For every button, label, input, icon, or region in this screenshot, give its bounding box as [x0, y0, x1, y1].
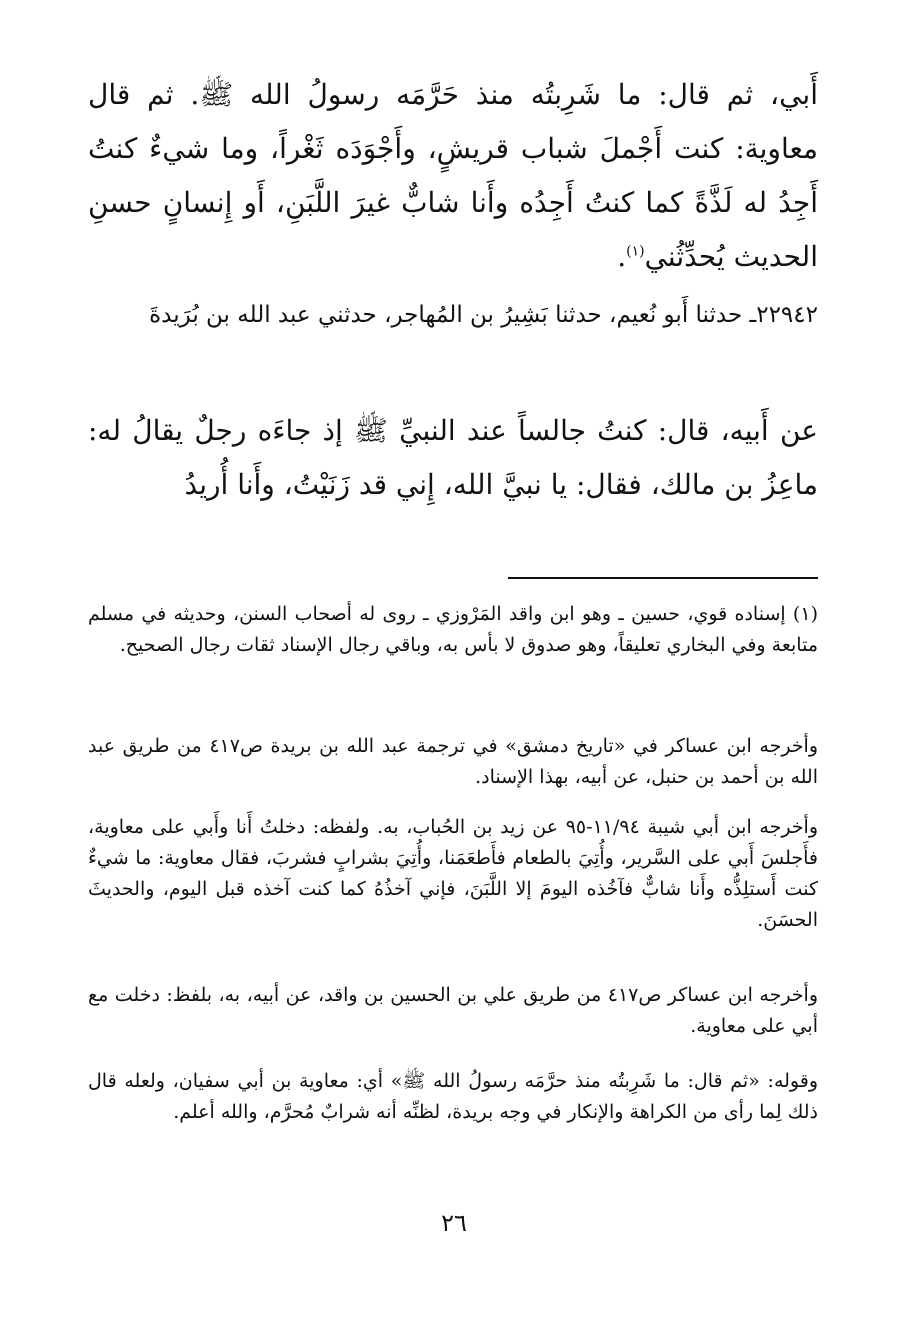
footnote-2: وأخرجه ابن عساكر في «تاريخ دمشق» في ترجمة عبد الله بن بريدة ص٤١٧ من طريق عبد الله بن أحمد بن حنبل، عن أبيه، بهذا الإسناد. [88, 735, 818, 788]
footnote-1: (١) إسناده قوي، حسين ـ وهو ابن واقد المَرْوزي ـ روى له أصحاب السنن، وحديثه في مسلم متابعة وفي البخاري تعليقاً، وهو صدوق لا بأس به، وباقي رجال الإسناد ثقات رجال الصحيح. [88, 603, 818, 656]
page-number: ٢٦ [441, 1209, 467, 1237]
footnote-separator [508, 577, 818, 579]
footnote-4: وأخرجه ابن عساكر ص٤١٧ من طريق علي بن الحسين بن واقد، عن أبيه، به، بلفظ: دخلت مع أبي على معاوية. [88, 984, 819, 1037]
main-paragraph-2: عن أَبيه، قال: كنتُ جالساً عند النبيِّ ﷺ إذ جاءَه رجلٌ يقالُ له: ماعِزُ بن مالك، فقال: يا نبيَّ الله، إِني قد زَنَيْتُ، وأَنا أُريدُ [88, 414, 818, 501]
hadith-chain-header: ٢٢٩٤٢ـ حدثنا أَبو نُعيم، حدثنا بَشِيرُ بن المُهاجر، حدثني عبد الله بن بُرَيدةَ [149, 302, 818, 328]
footnote-5: وقوله: «ثم قال: ما شَرِبتُه منذ حرَّمَه رسولُ الله ﷺ» أي: معاوية بن أبي سفيان، ولعله قال ذلك لِما رأى من الكراهة والإنكار في وجه بريدة، لظنِّه أنه شرابٌ مُحرَّم، والله أعلم. [88, 1070, 818, 1123]
main-paragraph-1-end: . [617, 240, 627, 273]
footnote-reference[interactable]: (١) [626, 243, 645, 260]
main-paragraph-1 [88, 68, 818, 284]
footnote-3: وأخرجه ابن أبي شيبة ١١/٩٤-٩٥ عن زيد بن الحُباب، به. ولفظه: دخلتُ أَنا وأَبي على معاوية، فأَجلسَ أَبي على السَّرير، وأُتِيَ بالطعام فأَطعَمَنا، وأُتِيَ بشرابٍ فشربَ، فقال معاوية: ما شيءٌ كنت أَستلِذُّه وأَنا شابٌّ فآخُذه اليومَ إلا اللَّبَنَ، فإني آخذُهُ كما كنت آخذه قبل اليوم، والحديثَ الحسَنَ. [88, 816, 819, 931]
main-paragraph-1-text: أَبي، ثم قال: ما شَرِبتُه منذ حَرَّمَه رسولُ الله ﷺ. ثم قال معاوية: كنت أَجْملَ شباب قريشٍ، وأَجْوَدَه ثَغْراً، وما شيءٌ كنتُ أَجِدُ له لَذَّةً كما كنتُ أَجِدُه وأَنا شابٌّ غيرَ اللَّبَنِ، أَو إِنسانٍ حسنِ الحديث يُحدِّثُني [88, 78, 818, 273]
